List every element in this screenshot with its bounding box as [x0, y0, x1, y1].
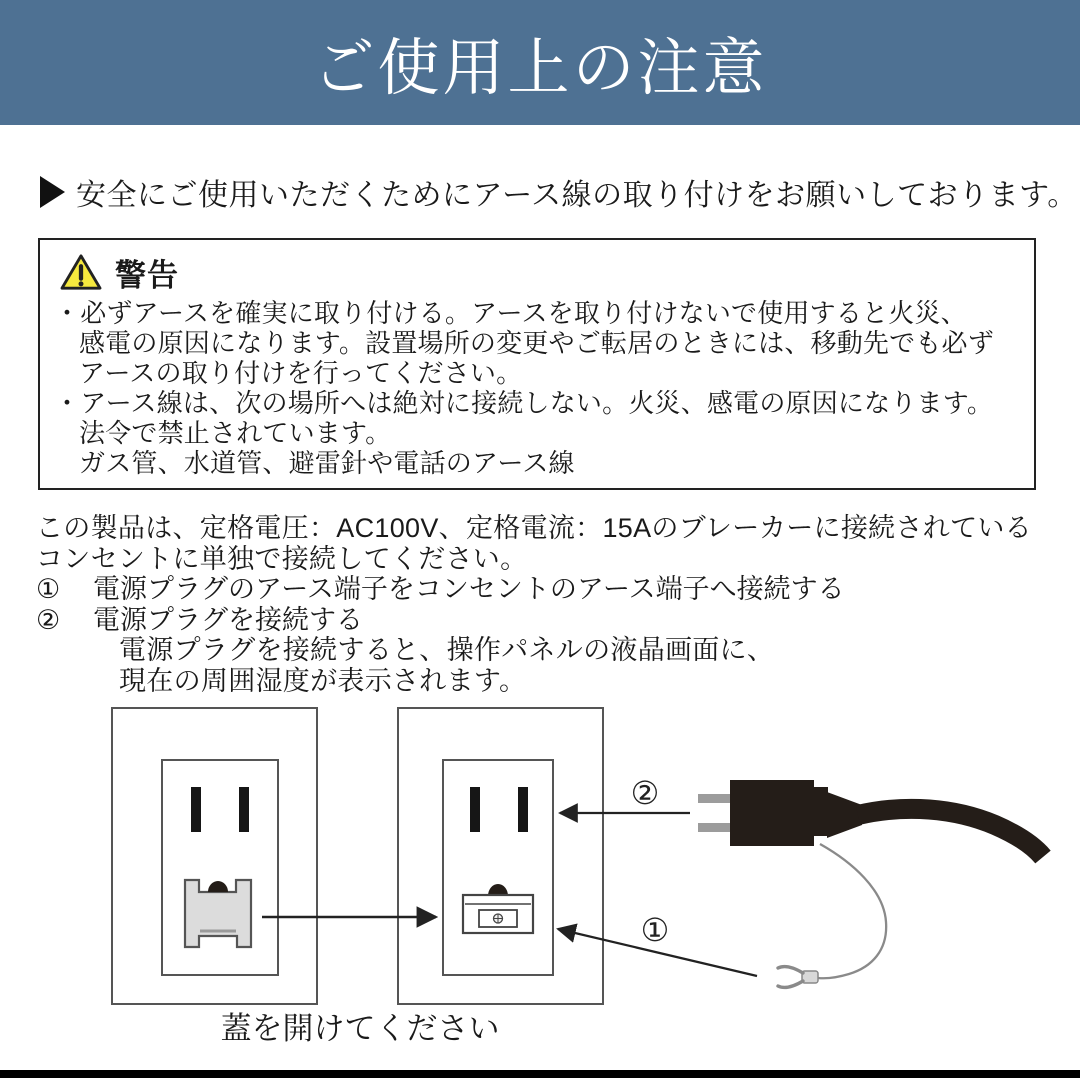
- triangle-bullet-icon: [40, 176, 65, 208]
- outlet-slot: [191, 787, 201, 832]
- plug-prong: [698, 823, 732, 832]
- outlet-slot: [239, 787, 249, 832]
- diagram-label-step2: ②: [630, 775, 660, 811]
- outlet-diagram: [0, 690, 1080, 1080]
- plug-prong: [698, 794, 732, 803]
- warning-line: 法令で禁止されています。: [79, 418, 392, 448]
- power-plug: [698, 780, 1043, 857]
- safety-notice: [40, 170, 1078, 214]
- outlet-slot: [470, 787, 480, 832]
- instruction-step-1: [36, 574, 1046, 605]
- power-cord: [858, 809, 1043, 857]
- warning-box: [38, 238, 1036, 490]
- bottom-divider-bar: [0, 1070, 1080, 1078]
- warning-line: アースの取り付けを行ってください。: [79, 358, 523, 388]
- warning-title: 警告: [115, 257, 179, 293]
- instructions: [36, 513, 1046, 696]
- step-number: ②: [36, 604, 61, 635]
- instruction-intro-line: コンセントに単独で接続してください。: [36, 543, 528, 574]
- warning-line: ・アース線は、次の場所へは絶対に接続しない。火災、感電の原因になります。: [54, 388, 994, 418]
- diagram-caption: 蓋を開けてください: [220, 1011, 500, 1046]
- outlet-slot: [518, 787, 528, 832]
- step-number: ①: [36, 574, 61, 604]
- step-2-detail-line: 電源プラグを接続すると、操作パネルの液晶画面に、: [119, 635, 775, 665]
- warning-line: ・必ずアースを確実に取り付ける。アースを取り付けないで使用すると火災、: [54, 298, 967, 328]
- page-title: ご使用上の注意: [312, 34, 768, 103]
- safety-notice-text: 安全にご使用いただくためにアース線の取り付けをお願いしております。: [76, 179, 1078, 212]
- warning-body: [40, 294, 1034, 478]
- warning-triangle-icon: [60, 253, 102, 291]
- warning-title-row: [40, 240, 1034, 294]
- warning-line: ガス管、水道管、避雷針や電話のアース線: [79, 448, 575, 478]
- fork-terminal: [778, 967, 818, 988]
- instruction-step-2: [36, 605, 1046, 636]
- step-2-detail-line: 現在の周囲湿度が表示されます。: [119, 665, 527, 696]
- step-text: 電源プラグを接続する: [93, 604, 363, 635]
- warning-line: 感電の原因になります。設置場所の変更やご転居のときには、移動先でも必ず: [79, 328, 994, 358]
- outlet-cover-open: [398, 708, 603, 1004]
- earth-wire: [778, 844, 886, 987]
- diagram-label-step1: ①: [640, 912, 670, 948]
- page-header: [0, 0, 1080, 125]
- step-text: 電源プラグのアース端子をコンセントのアース端子へ接続する: [93, 574, 845, 604]
- instruction-intro-line: この製品は、定格電圧：AC100V、定格電流：15Aのブレーカーに接続されている: [36, 513, 1032, 543]
- outlet-cover-closed: [112, 708, 317, 1004]
